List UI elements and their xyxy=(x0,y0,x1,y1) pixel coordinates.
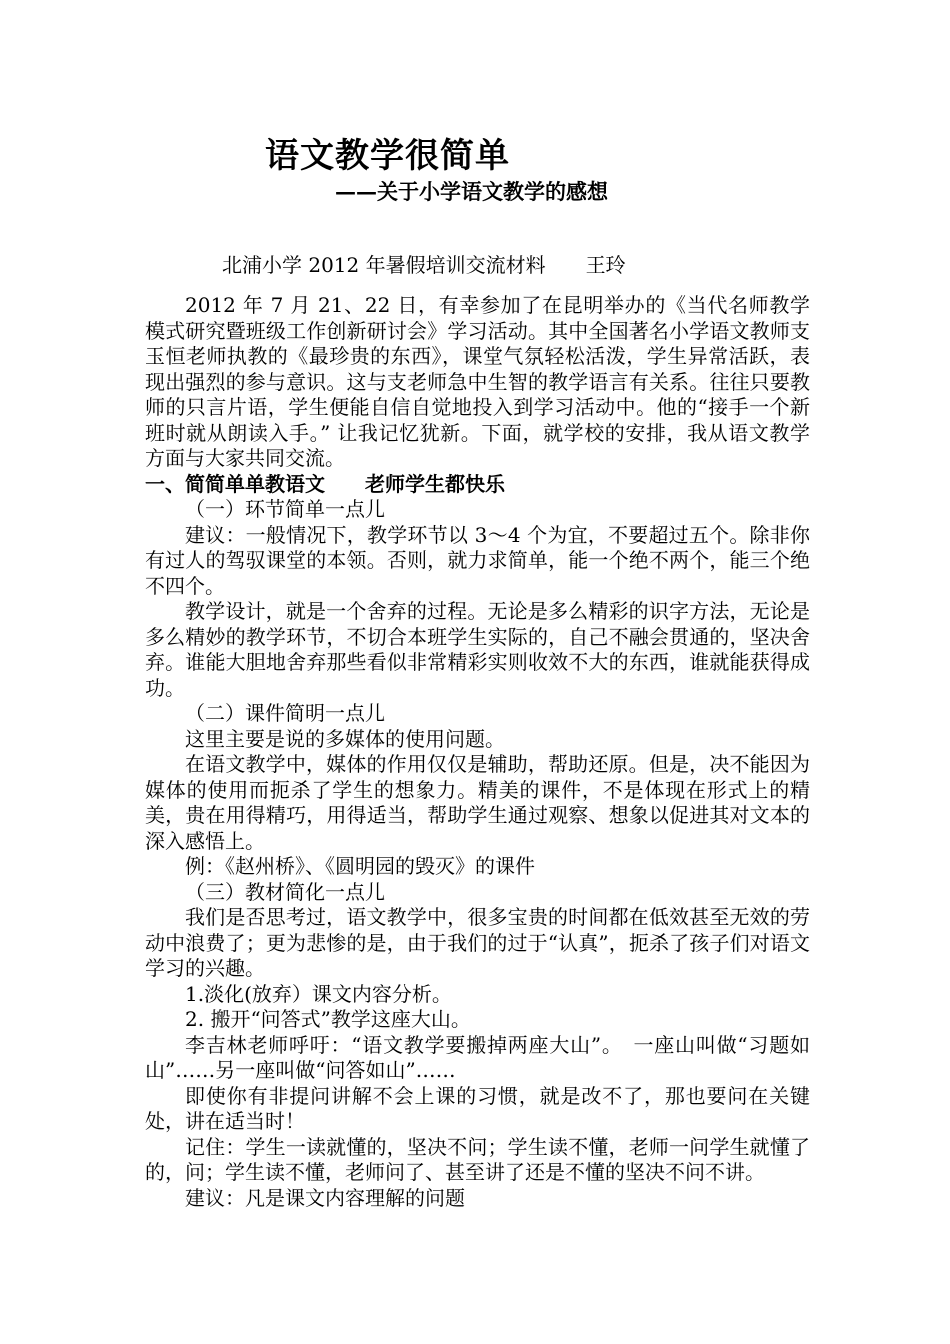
paragraph: 李吉林老师呼吁：“语文教学要搬掉两座大山”。 一座山叫做“习题如山”……另一座叫做“问答如山”…… xyxy=(145,1032,810,1082)
paragraph: 建议：凡是课文内容理解的问题 xyxy=(185,1185,465,1210)
paragraph: 这里主要是说的多媒体的使用问题。 xyxy=(185,726,505,751)
section-heading: 一、简简单单教语文 老师学生都快乐 xyxy=(145,471,505,496)
document-title: 语文教学很简单 xyxy=(265,136,510,176)
document-body xyxy=(145,293,810,1211)
subsection-heading: （二）课件简明一点儿 xyxy=(185,701,385,725)
paragraph: 我们是否思考过，语文教学中，很多宝贵的时间都在低效甚至无效的劳动中浪费了；更为悲惨的是，由于我们的过于“认真”，扼杀了孩子们对语文学习的兴趣。 xyxy=(145,905,810,980)
paragraph: 1.淡化(放弃）课文内容分析。 xyxy=(185,981,452,1006)
paragraph: 即使你有非提问讲解不会上课的习惯，就是改不了，那也要问在关键处，讲在适当时！ xyxy=(145,1083,810,1133)
paragraph: 2. 搬开“问答式”教学这座大山。 xyxy=(185,1007,471,1031)
paragraph: 在语文教学中，媒体的作用仅仅是辅助，帮助还原。但是，决不能因为媒体的使用而扼杀了学生的想象力。精美的课件，不是体现在形式上的精美，贵在用得精巧，用得适当，帮助学生通过观察、想象以促进其对文本的深入感悟上。 xyxy=(145,752,810,853)
paragraph: 记住：学生一读就懂的，坚决不问；学生读不懂，老师一问学生就懂了的，问；学生读不懂，老师问了、甚至讲了还是不懂的坚决不问不讲。 xyxy=(145,1134,810,1184)
paragraph: 例：《赵州桥》、《圆明园的毁灭》的课件 xyxy=(185,854,535,878)
paragraph: 教学设计，就是一个舍弃的过程。无论是多么精彩的识字方法，无论是多么精妙的教学环节，不切合本班学生实际的，自己不融会贯通的，坚决舍弃。谁能大胆地舍弃那些看似非常精彩实则收效不大的东西，谁就能获得成功。 xyxy=(145,599,810,700)
document-byline: 北浦小学 2012 年暑假培训交流材料 王玲 xyxy=(222,253,626,277)
paragraph: 建议：一般情况下，教学环节以 3～4 个为宜，不要超过五个。除非你有过人的驾驭课堂的本领。否则，就力求简单，能一个绝不两个，能三个绝不四个。 xyxy=(145,522,810,598)
document-subtitle: ——关于小学语文教学的感想 xyxy=(335,179,608,204)
subsection-heading: （一）环节简单一点儿 xyxy=(185,497,385,521)
paragraph: 2012 年 7 月 21、22 日，有幸参加了在昆明举办的《当代名师教学模式研究暨班级工作创新研讨会》学习活动。其中全国著名小学语文教师支玉恒老师执教的《最珍贵的东西》，课堂气氛轻松活泼，学生异常活跃，表现出强烈的参与意识。这与支老师急中生智的教学语言有关系。往往只要教师的只言片语，学生便能自信自觉地投入到学习活动中。他的“接手一个新班时就从朗读入手。” 让我记忆犹新。下面，就学校的安排，我从语文教学方面与大家共同交流。 xyxy=(145,293,810,470)
subsection-heading: （三）教材简化一点儿 xyxy=(185,879,385,904)
